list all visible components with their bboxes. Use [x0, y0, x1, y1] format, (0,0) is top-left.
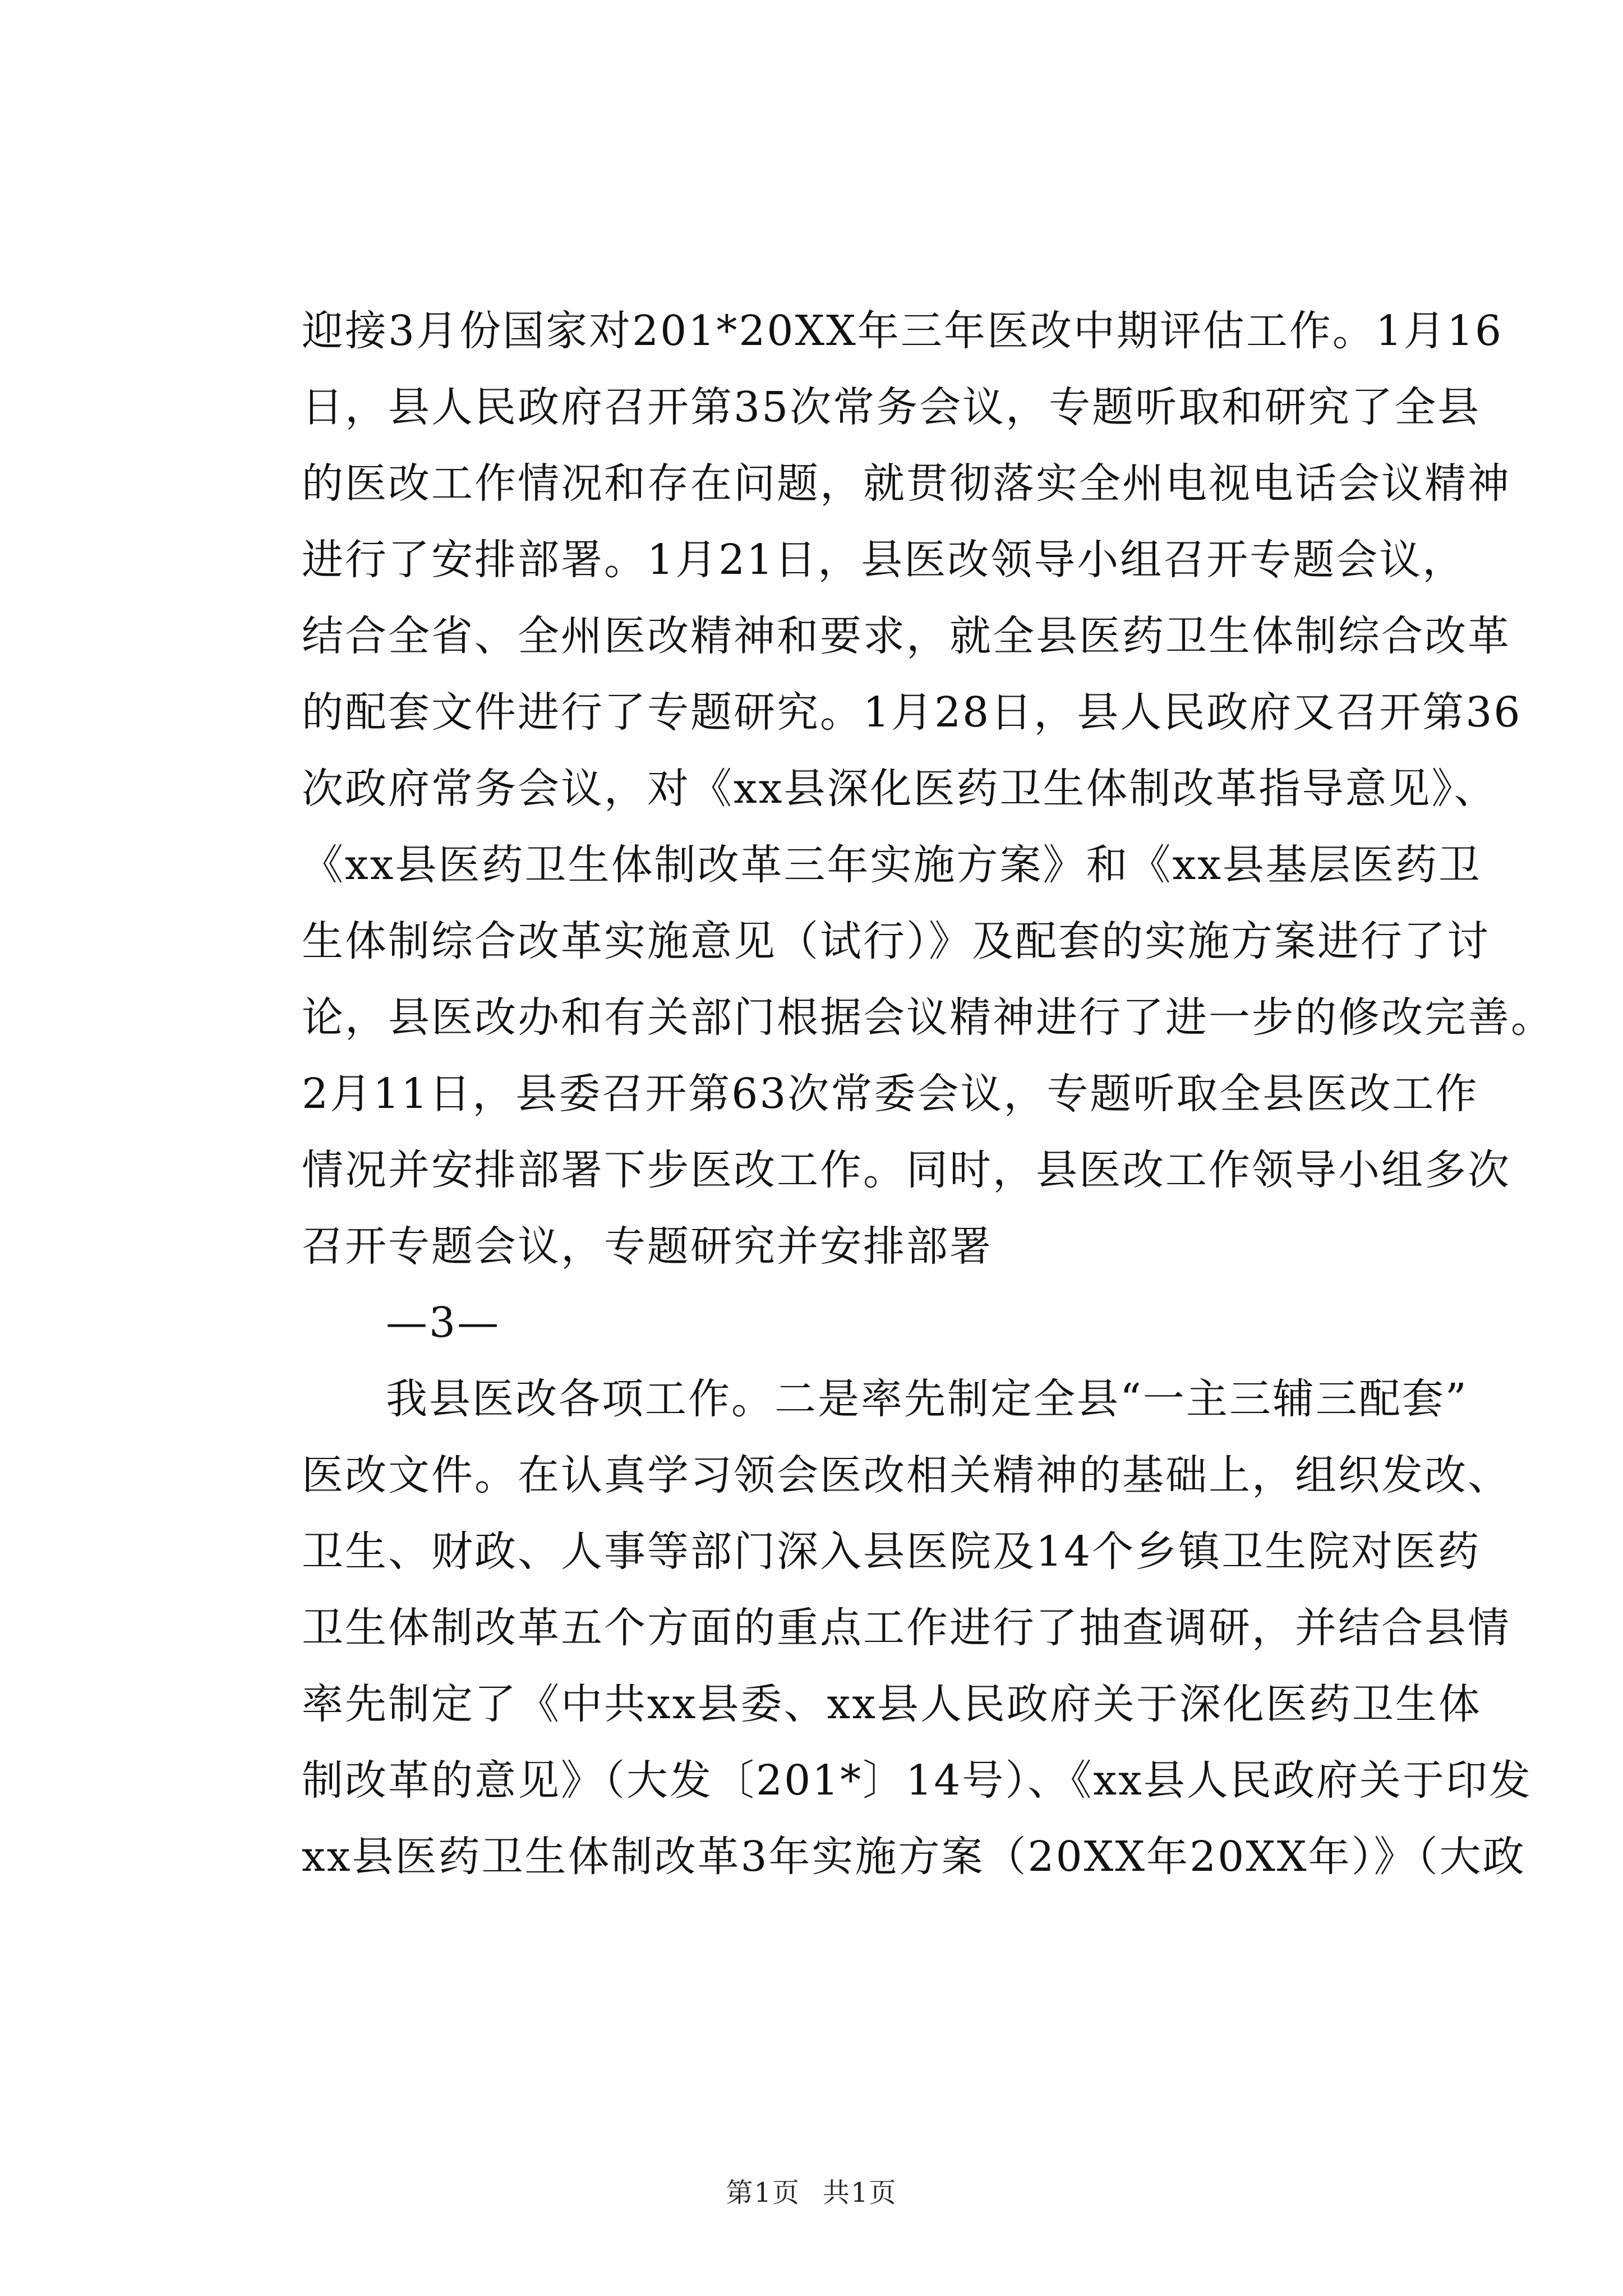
- page-footer: [0, 2171, 1623, 2210]
- text-line: 日，县人民政府召开第35次常务会议，专题听取和研究了全县: [302, 383, 1481, 431]
- text-line: 卫生体制改革五个方面的重点工作进行了抽查调研，并结合县情: [302, 1604, 1511, 1652]
- text-line: 论，县医改办和有关部门根据会议精神进行了进一步的修改完善。: [302, 993, 1554, 1042]
- text-line: 的医改工作情况和存在问题，就贯彻落实全州电视电话会议精神: [302, 459, 1511, 508]
- text-line: 进行了安排部署。1月21日，县医改领导小组召开专题会议，: [302, 536, 1466, 584]
- text-line: 卫生、财政、人事等部门深入县医院及14个乡镇卫生院对医药: [302, 1527, 1481, 1576]
- text-line: 生体制综合改革实施意见（试行）》及配套的实施方案进行了讨: [302, 917, 1490, 965]
- text-line: 《xx县医药卫生体制改革三年实施方案》和《xx县基层医药卫: [302, 841, 1482, 889]
- text-line: 医改文件。在认真学习领会医改相关精神的基础上，组织发改、: [302, 1451, 1511, 1499]
- text-line: 召开专题会议，专题研究并安排部署: [302, 1222, 993, 1271]
- text-line: 制改革的意见》（大发〔201*〕14号）、《xx县人民政府关于印发: [302, 1756, 1532, 1805]
- page-marker: —3—: [386, 1299, 501, 1347]
- footer-current-page: 第1页: [726, 2177, 800, 2208]
- text-line: 次政府常务会议，对《xx县深化医药卫生体制改革指导意见》、: [302, 765, 1497, 813]
- paragraph-first-line: 我县医改各项工作。二是率先制定全县“一主三辅三配套”: [386, 1375, 1468, 1423]
- document-body: [302, 293, 1554, 1895]
- text-line: 情况并安排部署下步医改工作。同时，县医改工作领导小组多次: [302, 1146, 1511, 1194]
- text-line: 2月11日，县委召开第63次常委会议，专题听取全县医改工作: [302, 1070, 1479, 1118]
- footer-total-pages: 共1页: [823, 2177, 897, 2208]
- text-line: 结合全省、全州医改精神和要求，就全县医药卫生体制综合改革: [302, 612, 1511, 660]
- text-line: 率先制定了《中共xx县委、xx县人民政府关于深化医药卫生体: [302, 1680, 1482, 1728]
- text-line: xx县医药卫生体制改革3年实施方案（20XX年20XX年）》（大政: [302, 1833, 1526, 1881]
- text-line: 的配套文件进行了专题研究。1月28日，县人民政府又召开第36: [302, 688, 1522, 737]
- text-line: 迎接3月份国家对201*20XX年三年医改中期评估工作。1月16: [302, 307, 1504, 355]
